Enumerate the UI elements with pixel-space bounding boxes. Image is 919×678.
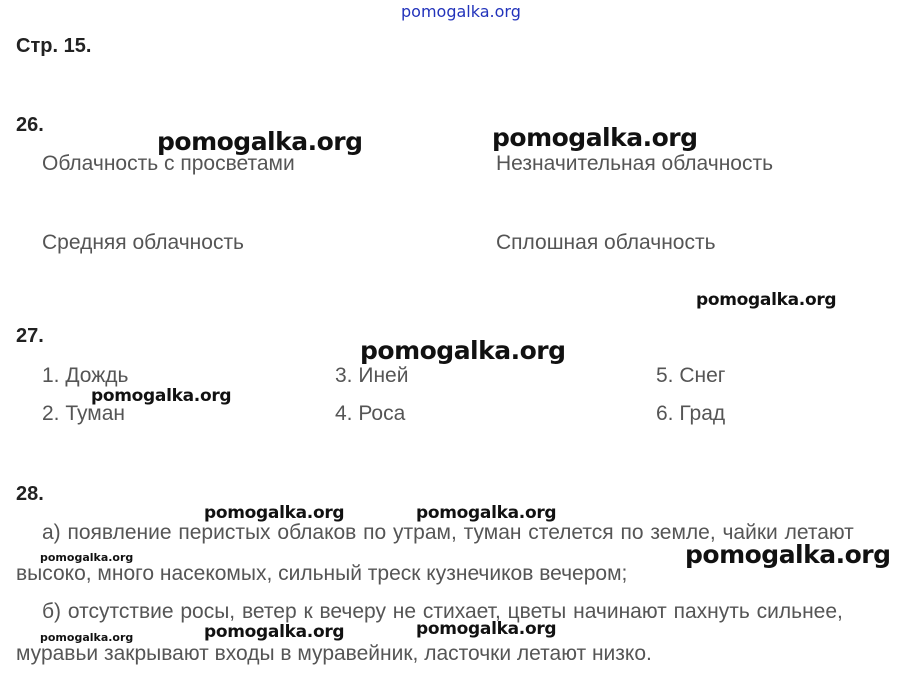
watermark: pomogalka.org — [416, 503, 557, 523]
q28-answer-a-line2: высоко, много насекомых, сильный треск кузнечиков вечером; — [16, 562, 628, 585]
q26-item: Средняя облачность — [42, 231, 245, 254]
watermark: pomogalka.org — [40, 551, 134, 564]
q27-item: 6. Град — [656, 402, 726, 425]
q28-answer-b-line2: муравьи закрывают входы в муравейник, ласточки летают низко. — [16, 642, 652, 665]
watermark: pomogalka.org — [416, 619, 557, 639]
watermark: pomogalka.org — [360, 336, 566, 365]
q27-item: 4. Роса — [335, 402, 406, 425]
q28-answer-a-line1: а) появление перистых облаков по утрам, туман стелется по земле, чайки летают — [42, 521, 854, 544]
q26-number: 26. — [16, 114, 44, 136]
watermark: pomogalka.org — [204, 503, 345, 523]
watermark: pomogalka.org — [696, 290, 837, 310]
watermark: pomogalka.org — [91, 386, 232, 406]
q27-number: 27. — [16, 325, 44, 347]
q28-number: 28. — [16, 483, 44, 505]
watermark: pomogalka.org — [40, 631, 134, 644]
q27-item: 5. Снег — [656, 364, 726, 387]
watermark: pomogalka.org — [685, 540, 891, 569]
page-label: Стр. 15. — [16, 35, 92, 57]
watermark: pomogalka.org — [157, 127, 363, 156]
q27-item: 1. Дождь — [42, 364, 129, 387]
q26-item: Облачность с просветами — [42, 152, 295, 175]
q28-answer-b-line1: б) отсутствие росы, ветер к вечеру не стихает, цветы начинают пахнуть сильнее, — [42, 600, 843, 623]
watermark: pomogalka.org — [492, 123, 698, 152]
q27-item: 2. Туман — [42, 402, 125, 425]
q26-item: Сплошная облачность — [496, 231, 716, 254]
q26-item: Незначительная облачность — [496, 152, 774, 175]
watermark-top: pomogalka.org — [401, 2, 521, 21]
q27-item: 3. Иней — [335, 364, 409, 387]
watermark: pomogalka.org — [204, 622, 345, 642]
